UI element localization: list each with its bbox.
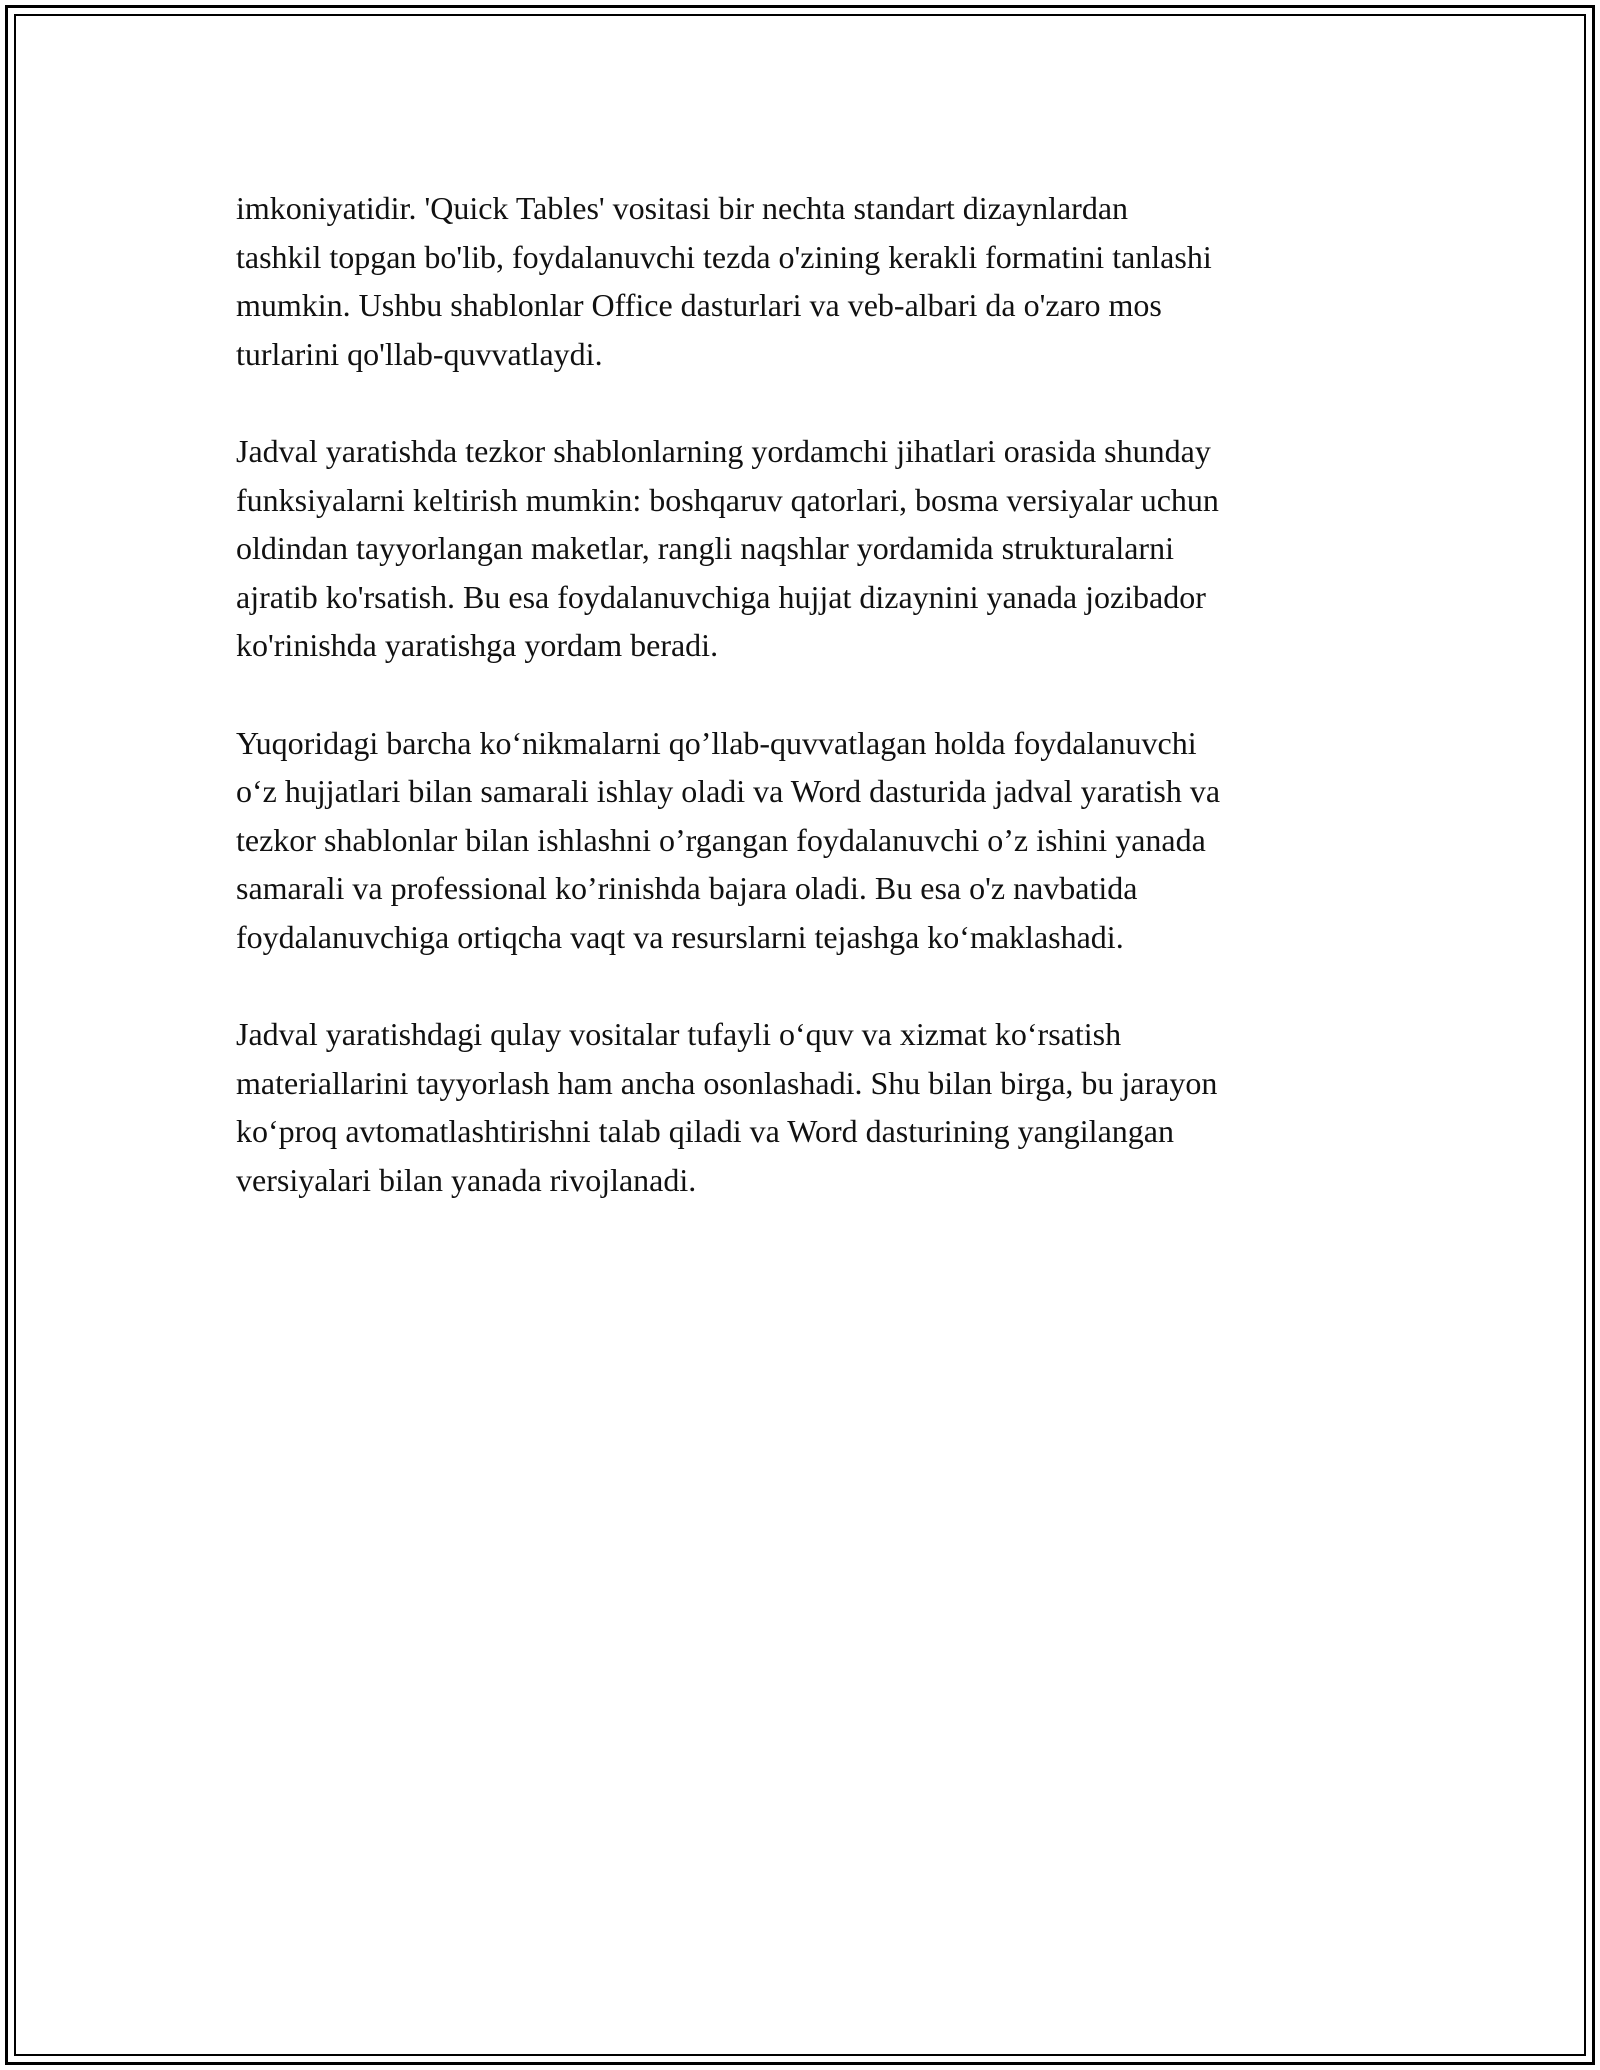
- paragraph-line: versiyalari bilan yanada rivojlanadi.: [236, 1161, 697, 1198]
- paragraph-1: [236, 184, 1376, 378]
- paragraph-3: [236, 719, 1376, 962]
- paragraph-line: funksiyalarni keltirish mumkin: boshqaruv qatorlari, bosma versiyalar uchun: [236, 481, 1219, 518]
- paragraph-line: koʻproq avtomatlashtirishni talab qiladi va Word dasturining yangilangan: [236, 1113, 1174, 1149]
- paragraph-line: Yuqoridagi barcha koʻnikmalarni qo’llab-quvvatlagan holda foydalanuvchi: [236, 724, 1197, 761]
- paragraph-line: foydalanuvchiga ortiqcha vaqt va resurslarni tejashga koʻmaklashadi.: [236, 918, 1124, 955]
- paragraph-line: tezkor shablonlar bilan ishlashni o’rgangan foydalanuvchi o’z ishini yanada: [236, 821, 1206, 858]
- paragraph-line: mumkin. Ushbu shablonlar Office dasturlari va veb-albari da o'zaro mos: [236, 287, 1162, 323]
- paragraph-line: oʻz hujjatlari bilan samarali ishlay oladi va Word dasturida jadval yaratish va: [236, 773, 1221, 809]
- paragraph-2: [236, 427, 1376, 670]
- paragraph-line: oldindan tayyorlangan maketlar, rangli naqshlar yordamida strukturalarni: [236, 530, 1174, 566]
- paragraph-line: samarali va professional ko’rinishda bajara oladi. Bu esa o'z navbatida: [236, 870, 1138, 906]
- paragraph-line: imkoniyatidir. 'Quick Tables' vositasi bir nechta standart dizaynlardan: [236, 190, 1129, 226]
- paragraph-line: turlarini qo'llab-quvvatlaydi.: [236, 335, 603, 372]
- document-body: [236, 184, 1376, 1253]
- paragraph-line: ko'rinishda yaratishga yordam beradi.: [236, 627, 719, 663]
- paragraph-line: Jadval yaratishda tezkor shablonlarning yordamchi jihatlari orasida shunday: [236, 433, 1211, 469]
- paragraph-line: materiallarini tayyorlash ham ancha osonlashadi. Shu bilan birga, bu jarayon: [236, 1064, 1218, 1101]
- paragraph-line: ajratib ko'rsatish. Bu esa foydalanuvchiga hujjat dizaynini yanada jozibador: [236, 578, 1206, 615]
- paragraph-line: Jadval yaratishdagi qulay vositalar tufayli oʻquv va xizmat koʻrsatish: [236, 1016, 1122, 1052]
- paragraph-line: tashkil topgan bo'lib, foydalanuvchi tezda o'zining kerakli formatini tanlashi: [236, 238, 1212, 275]
- paragraph-4: [236, 1010, 1376, 1204]
